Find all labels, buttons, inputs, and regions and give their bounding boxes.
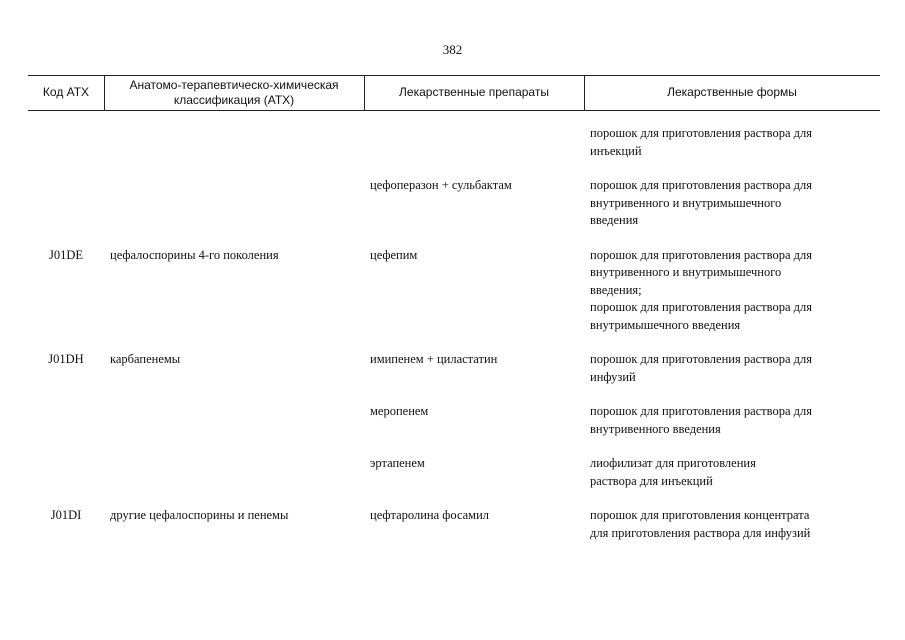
table-row (28, 125, 880, 177)
column-header-atc-line: Анатомо-терапевтическо-химическая (129, 77, 339, 92)
drug-name-cell: цефепим (370, 247, 418, 262)
drug-name-cell: меропенем (370, 404, 429, 418)
atc-class-cell: карбапенемы (110, 352, 181, 366)
column-header-atc-line: классификация (АТХ) (173, 92, 295, 107)
atc-class-cell (104, 125, 364, 160)
dosage-form-cell (584, 351, 880, 386)
atc-code-cell: J01DI (50, 508, 82, 522)
dosage-form-cell (584, 177, 880, 230)
atc-class-cell: цефалоспорины 4-го поколения (110, 247, 279, 262)
dosage-form-cell (584, 247, 880, 335)
atc-class-cell: другие цефалоспорины и пенемы (110, 508, 289, 522)
table-row (28, 177, 880, 247)
dosage-form-line: порошок для приготовления раствора для (590, 126, 812, 140)
atc-class-cell (104, 403, 364, 438)
dosage-form-line: внутривенного и внутримышечного (590, 195, 782, 210)
dosage-form-line: введения (590, 213, 639, 227)
column-header-forms (584, 75, 880, 110)
dosage-form-line: для приготовления раствора для инфузий (590, 525, 811, 540)
table-row (28, 455, 880, 507)
atc-class-cell (104, 455, 364, 490)
dosage-form-line: введения; (590, 282, 642, 297)
atc-code-cell: J01DH (48, 352, 84, 366)
atc-code-cell (28, 403, 104, 438)
dosage-form-line: внутривенного и внутримышечного (590, 265, 782, 279)
dosage-form-cell (584, 403, 880, 438)
atc-class-cell (104, 177, 364, 230)
dosage-form-line: порошок для приготовления раствора для (590, 247, 812, 262)
atc-code-cell: J01DE (48, 247, 84, 262)
drug-name-cell: имипенем + циластатин (370, 352, 498, 366)
dosage-form-cell (584, 455, 880, 490)
page-number: 382 (442, 42, 463, 57)
atc-code-cell (28, 125, 104, 160)
dosage-form-line: порошок для приготовления раствора для (590, 404, 812, 418)
column-header-forms-label: Лекарственные формы (667, 85, 797, 99)
column-header-atc (104, 75, 364, 110)
atc-code-cell (28, 455, 104, 490)
table-row (28, 507, 880, 559)
atc-code-cell (28, 177, 104, 230)
table-row (28, 351, 880, 403)
dosage-form-line: лиофилизат для приготовления (590, 456, 756, 470)
dosage-form-line: инъекций (590, 143, 642, 158)
dosage-form-line: инфузий (590, 369, 636, 384)
dosage-form-line: раствора для инъекций (590, 473, 713, 488)
drug-name-cell: цефтаролина фосамил (370, 508, 490, 522)
dosage-form-line: порошок для приготовления раствора для (590, 178, 812, 192)
drug-name-cell (364, 125, 584, 160)
dosage-form-cell (584, 125, 880, 160)
dosage-form-cell (584, 507, 880, 542)
drug-name-cell: цефоперазон + сульбактам (370, 178, 512, 192)
column-header-code (28, 75, 104, 110)
dosage-form-line: порошок для приготовления концентрата (590, 508, 810, 522)
column-header-drugs (364, 75, 584, 110)
header-bottom-rule (28, 110, 880, 111)
dosage-form-line: внутривенного введения (590, 421, 721, 436)
drug-name-cell: эртапенем (370, 456, 425, 470)
table-body (28, 125, 880, 559)
table-row (28, 403, 880, 455)
dosage-form-line: внутримышечного введения (590, 317, 741, 332)
dosage-form-line: порошок для приготовления раствора для (590, 300, 812, 314)
dosage-form-line: порошок для приготовления раствора для (590, 352, 812, 366)
column-header-drugs-label: Лекарственные препараты (399, 85, 549, 99)
column-header-code-label: Код АТХ (42, 85, 90, 99)
table-row (28, 247, 880, 352)
